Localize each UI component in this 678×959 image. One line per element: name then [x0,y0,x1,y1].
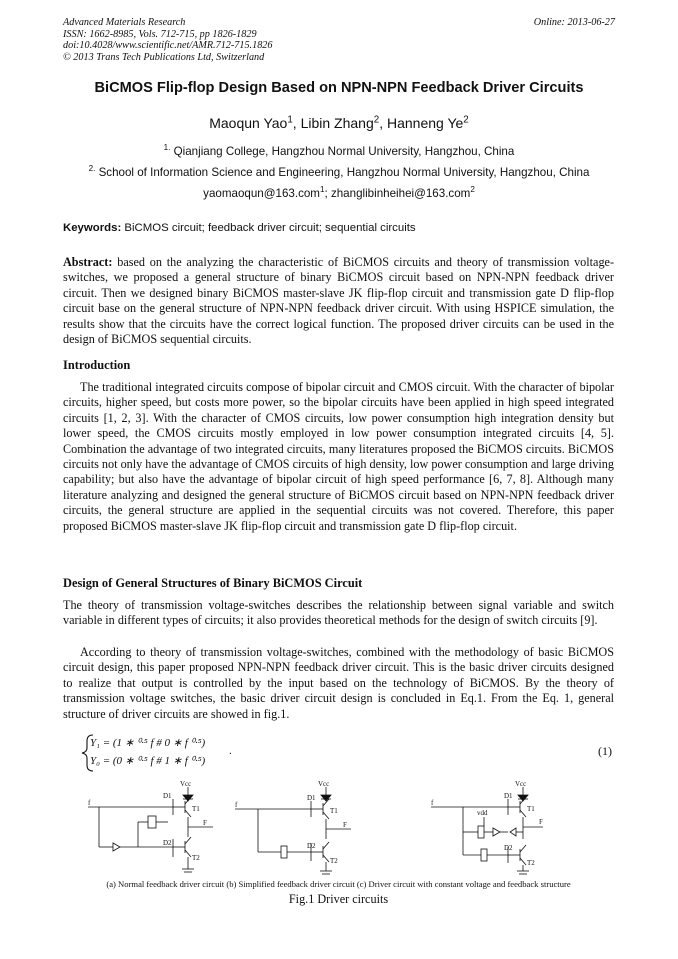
circuit-b-t2-label: T2 [330,857,338,865]
circuit-b-t1-label: T1 [330,807,338,815]
author-list: Maoqun Yao$^1$, Libin Zhang$^2$, Hanneng Ye$^2$ [209,114,469,131]
abstract [63,255,614,347]
equation-number: (1) [598,744,612,758]
journal-name: Advanced Materials Research [63,17,186,28]
circuit-a-t1-label: T1 [192,805,200,813]
author-name: Maoqun Yao [209,115,288,131]
circuit-c-output-label: F [539,818,543,826]
figure-1-circuits [63,777,614,877]
circuit-a-input-label: f [88,799,91,807]
equation-dot: . [229,745,232,757]
section-heading-design: Design of General Structures of Binary BiCMOS Circuit [63,576,363,590]
figure-title: Fig.1 Driver circuits [288,892,389,906]
author-name: Hanneng Ye [386,115,464,131]
equation-line-1: Y₁ = (1 ∗ ⁰·⁵ f # 0 ∗ f ⁰·⁵) [90,737,206,749]
section-heading-introduction: Introduction [63,358,131,372]
circuit-a-t2-label: T2 [192,854,200,862]
circuit-b-d1-label: D1 [307,794,316,802]
email-line: yaomaoqun@163.com$^1$; zhanglibinheihei@163.com$^2$ [203,185,475,200]
circuit-c-t1-label: T1 [527,805,535,813]
email-link[interactable]: yaomaoqun@163.com [203,187,320,200]
circuit-a-d1-label: D1 [163,792,172,800]
circuit-b-input-label: f [235,801,238,809]
email-link[interactable]: zhanglibinheihei@163.com [330,187,471,200]
abstract-label: Abstract: [63,255,113,269]
circuit-c-d2-label: D2 [504,844,513,852]
figure-subcaption: (a) Normal feedback driver circuit (b) Simplified feedback driver circuit (c) Driver circuit with constant voltage and feedback structure [106,879,571,889]
circuit-a-output-label: F [203,819,207,827]
abstract-text: based on the analyzing the characteristic of BiCMOS circuits and theory of transmission voltage-switches, we proposed a general structure of binary BiCMOS circuit based on NPN-NPN feedback driver circuit. Then we designed binary BiCMOS master-slave JK flip-flop circuit and transmission gate D flip-flop circuit base on the general structure of NPN-NPN feedback driver circuit. With using HSPICE simulation, the results show that the circuits have the correct logical function. The proposed driver circuits can be used in the design of BiCMOS sequential circuits. [63,255,615,347]
circuit-b-d2-label: D2 [307,842,316,850]
keywords-text: BiCMOS circuit; feedback driver circuit; sequential circuits [124,222,416,234]
affiliation-2: $^{2.}$ School of Information Science and Engineering, Hangzhou Normal University, Hangzhou, China [88,164,590,179]
design-paragraph-1: The theory of transmission voltage-switches describes the relationship between signal variable and switch variable in different types of circuits; it also provides theoretical methods for the design of switch circuits [9]. [63,598,614,628]
keywords-label: Keywords: [63,222,122,234]
design-paragraph-2: According to theory of transmission voltage-switches, combined with the methodology of basic BiCMOS circuit design, this paper proposed NPN-NPN feedback driver circuit. This is the basic driver circuits designed to realize that output is controlled by the input based on the technology of BiCMOS. By the theory of transmission voltage switches, the basic driver circuit design is concluded in Eq.1. From the Eq. 1, general structure of driver circuits are showed in fig.1. [63,645,614,721]
circuit-a-d2-label: D2 [163,839,172,847]
circuit-a-labels [88,780,207,862]
affiliation-1: $^{1.}$ Qianjiang College, Hangzhou Normal University, Hangzhou, China [163,143,515,158]
circuit-c-d1-label: D1 [504,792,513,800]
journal-header [63,17,272,63]
copyright-line: © 2013 Trans Tech Publications Ltd, Switzerland [63,51,265,63]
paper-title: BiCMOS Flip-flop Design Based on NPN-NPN Feedback Driver Circuits [94,80,584,96]
circuit-c-vcc-label: Vcc [515,780,527,788]
issn-line: ISSN: 1662-8985, Vols. 712-715, pp 1826-1829 [63,28,257,40]
circuit-b-vcc-label: Vcc [318,780,330,788]
equation-line-2: Y₀ = (0 ∗ ⁰·⁵ f # 1 ∗ f ⁰·⁵) [90,755,206,767]
doi-line[interactable]: doi:10.4028/www.scientific.net/AMR.712-715.1826 [63,40,273,52]
online-date: Online: 2013-06-27 [533,17,615,28]
keywords [63,222,416,234]
circuit-c-input-label: f [431,799,434,807]
circuit-c-vdd-label: vdd [477,809,488,817]
author-name: Libin Zhang [300,115,374,131]
circuit-c-t2-label: T2 [527,859,535,867]
circuit-b-output-label: F [343,821,347,829]
equation-1 [63,732,614,774]
introduction-paragraph: The traditional integrated circuits compose of bipolar circuit and CMOS circuit. With the character of bipolar circuits, higher speed, but costs more power, so the bipolar circuits have been applied in high speed integrated circuits [1, 2, 3]. With the character of CMOS circuits, low power consumption high integration density but lower speed, the CMOS circuits mostly employed in low power consumption integrated circuits [4, 5]. Combination the advantage of two integrated circuits, many literatures proposed the BiCMOS circuits. BiCMOS circuits not only have the advantage of CMOS circuits of high density, low power consumption and large driving capability; but also have the advantage of bipolar circuit of high speed performance [6, 7, 8]. Although many literature analyzing and designed the general structure of BiCMOS circuit based on NPN-NPN feedback driver circuits, the general structure are applied in the sequential circuits was not covered. Therefore, this paper proposed BiCMOS master-slave JK flip-flop circuit and transmission gate D flip-flop circuit. [63,380,614,533]
circuit-a-vcc-label: Vcc [180,780,192,788]
